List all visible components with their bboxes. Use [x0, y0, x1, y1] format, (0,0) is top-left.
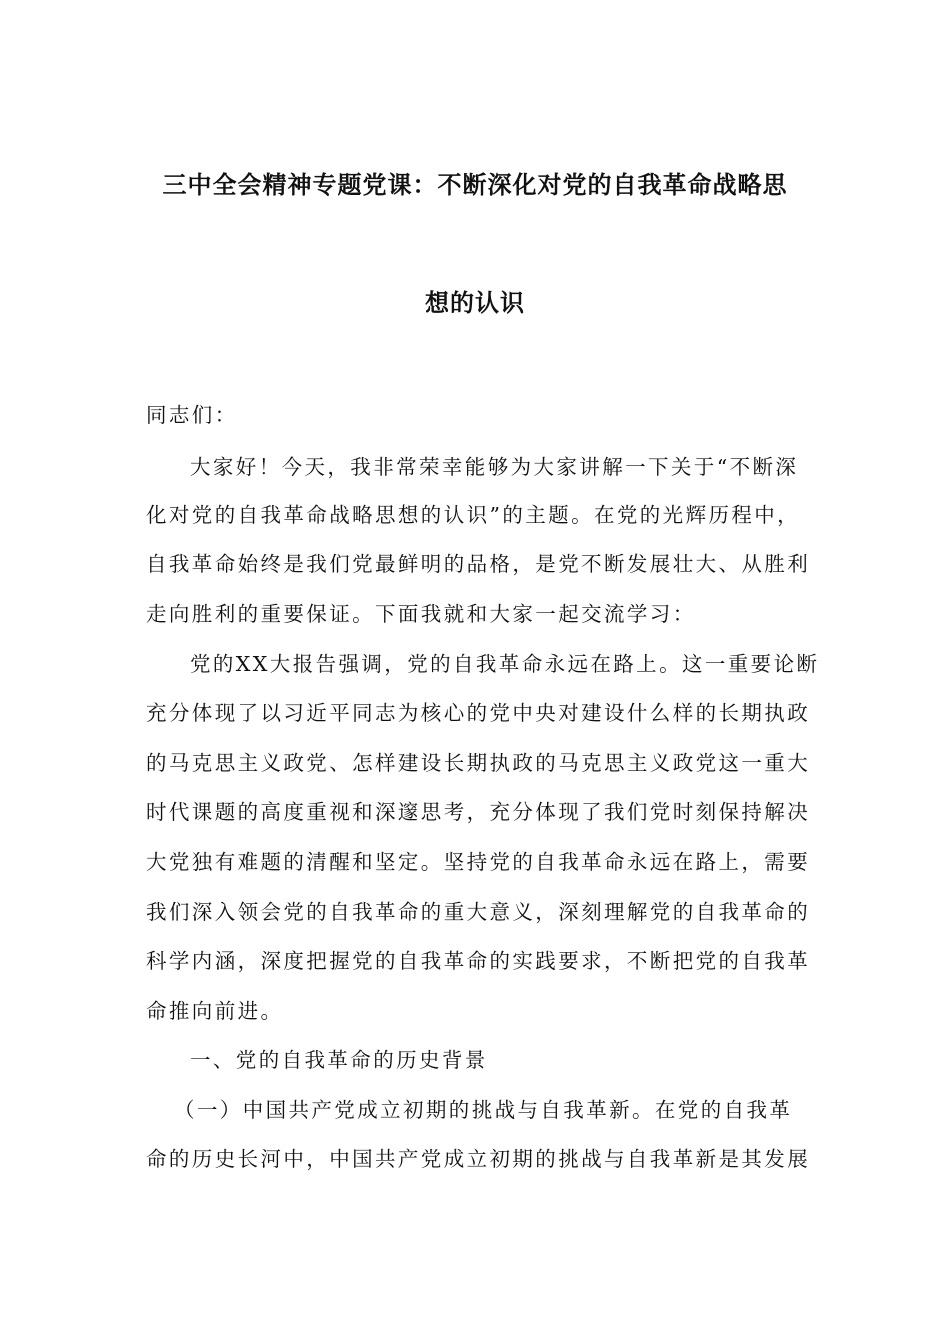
paragraph-line: 化对党的自我革命战略思想的认识”的主题。在党的光辉历程中， — [146, 503, 801, 527]
paragraph-line: 大家好！今天，我非常荣幸能够为大家讲解一下关于“不断深 — [190, 455, 799, 479]
paragraph-line: 大党独有难题的清醒和坚定。坚持党的自我革命永远在路上，需要 — [146, 850, 811, 874]
paragraph-line: 命的历史长河中，中国共产党成立初期的挑战与自我革新是其发展 — [146, 1147, 811, 1171]
section-heading: 一、党的自我革命的历史背景 — [190, 1048, 488, 1072]
paragraph-line: 充分体现了以习近平同志为核心的党中央对建设什么样的长期执政 — [146, 701, 811, 725]
paragraph-line: 的马克思主义政党、怎样建设长期执政的马克思主义政党这一重大 — [146, 751, 811, 775]
salutation: 同志们： — [146, 403, 238, 427]
paragraph-line: 我们深入领会党的自我革命的重大意义，深刻理解党的自我革命的 — [146, 900, 811, 924]
paragraph-line: 走向胜利的重要保证。下面我就和大家一起交流学习： — [146, 602, 696, 626]
document-title-line-1: 三中全会精神专题党课：不断深化对党的自我革命战略思 — [162, 171, 788, 199]
paragraph-line: 时代课题的高度重视和深邃思考，充分体现了我们党时刻保持解决 — [146, 800, 811, 824]
paragraph-line: 党的XX大报告强调，党的自我革命永远在路上。这一重要论断 — [190, 652, 820, 676]
paragraph-line: 科学内涵，深度把握党的自我革命的实践要求，不断把党的自我革 — [146, 949, 811, 973]
paragraph-line: 命推向前进。 — [146, 999, 284, 1023]
paragraph-line: 自我革命始终是我们党最鲜明的品格，是党不断发展壮大、从胜利 — [146, 552, 811, 576]
document-title-line-2: 想的认识 — [425, 289, 525, 317]
paragraph-line: （一）中国共产党成立初期的挑战与自我革新。在党的自我革 — [174, 1098, 793, 1122]
